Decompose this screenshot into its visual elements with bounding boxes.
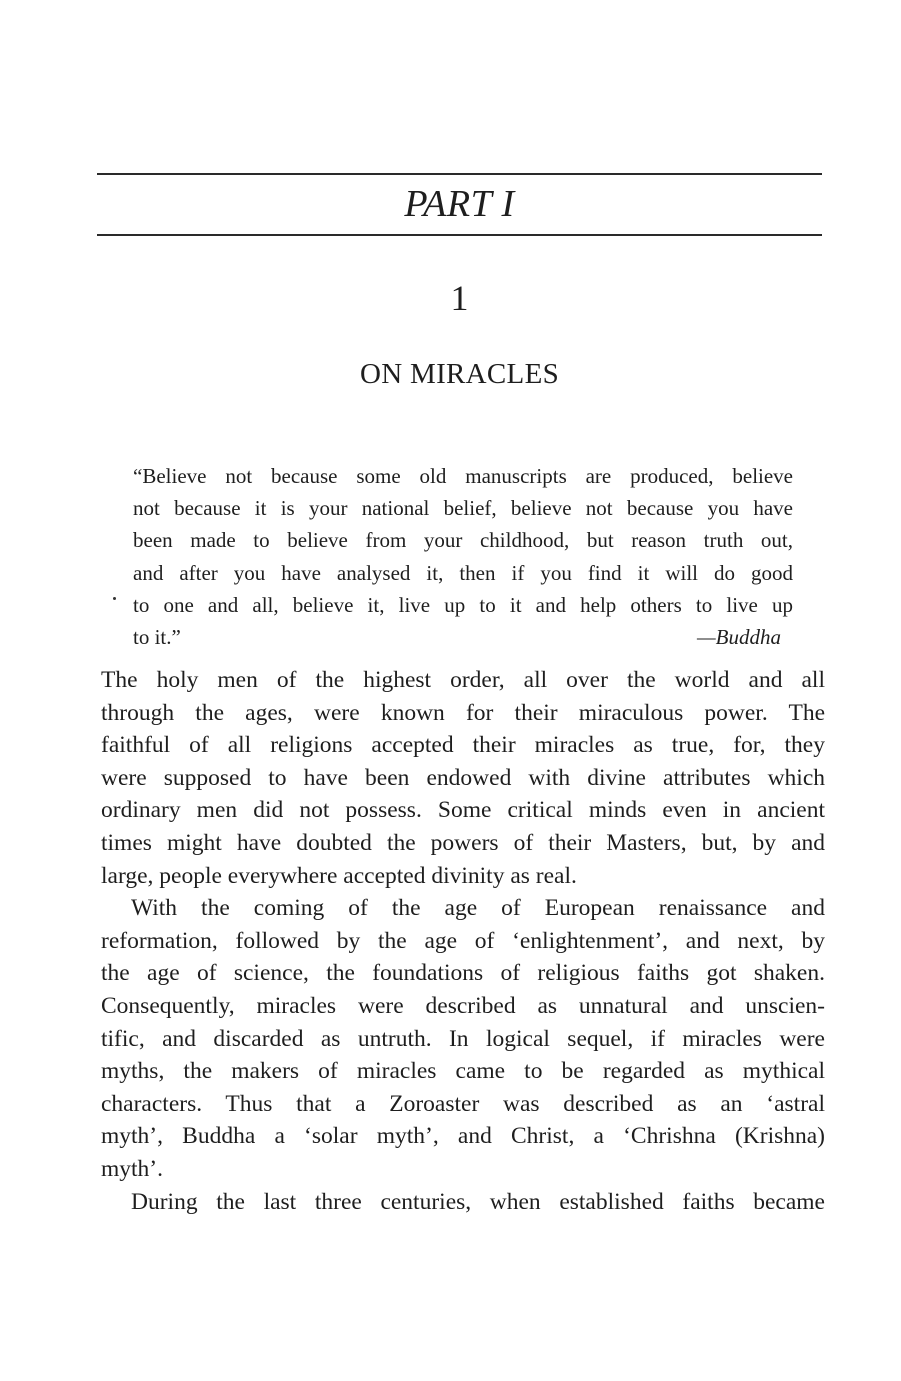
epigraph-line: “Believe not because some old manuscripts are produced, believe [133, 464, 793, 488]
paragraph-1-line: through the ages, were known for their miraculous power. The [101, 699, 825, 726]
paragraph-2-line: myth’. [101, 1155, 164, 1182]
paragraph-2-line: characters. Thus that a Zoroaster was described as an ‘astral [101, 1090, 825, 1117]
epigraph-line: to one and all, believe it, live up to it and help others to live up [133, 592, 793, 617]
paragraph-2-line: reformation, followed by the age of ‘enlightenment’, and next, by [101, 927, 825, 954]
paragraph-1-line: were supposed to have been endowed with divine attributes which [101, 764, 825, 791]
paragraph-1-line: The holy men of the highest order, all over the world and all [101, 667, 825, 693]
epigraph-line: been made to believe from your childhood, but reason truth out, [133, 528, 793, 553]
epigraph-line: not because it is your national belief, believe not because you have [133, 496, 793, 521]
paragraph-3-line: During the last three centuries, when established faiths became [131, 1188, 825, 1215]
bottom-rule [97, 234, 822, 236]
part-title: PART I [404, 183, 515, 225]
paragraph-1-line: faithful of all religions accepted their miracles as true, for, they [101, 732, 825, 759]
body-text [101, 664, 825, 1218]
paragraph-1-line: ordinary men did not possess. Some critical minds even in ancient [101, 797, 825, 824]
stray-print-mark [113, 597, 116, 600]
paragraph-1-line: times might have doubted the powers of their Masters, but, by and [101, 829, 825, 856]
epigraph-last-line [133, 621, 793, 653]
epigraph-line: and after you have analysed it, then if you find it will do good [133, 560, 793, 585]
top-rule [97, 173, 822, 175]
chapter-title: ON MIRACLES [359, 358, 560, 390]
chapter-number: 1 [450, 278, 469, 318]
epigraph-attribution: —Buddha [697, 625, 781, 650]
paragraph-2-line: myths, the makers of miracles came to be regarded as mythical [101, 1058, 825, 1085]
paragraph-2-line: With the coming of the age of European renaissance and [131, 895, 825, 922]
paragraph-2-line: the age of science, the foundations of religious faiths got shaken. [101, 960, 825, 987]
epigraph-line: to it.” [133, 625, 181, 650]
paragraph-1-line: large, people everywhere accepted divinity as real. [101, 862, 577, 889]
epigraph [133, 460, 793, 653]
paragraph-2-line: tific, and discarded as untruth. In logical sequel, if miracles were [101, 1025, 825, 1052]
paragraph-2-line: Consequently, miracles were described as unnatural and unscien- [101, 992, 825, 1019]
paragraph-2-line: myth’, Buddha a ‘solar myth’, and Christ, a ‘Chrishna (Krishna) [101, 1123, 825, 1150]
